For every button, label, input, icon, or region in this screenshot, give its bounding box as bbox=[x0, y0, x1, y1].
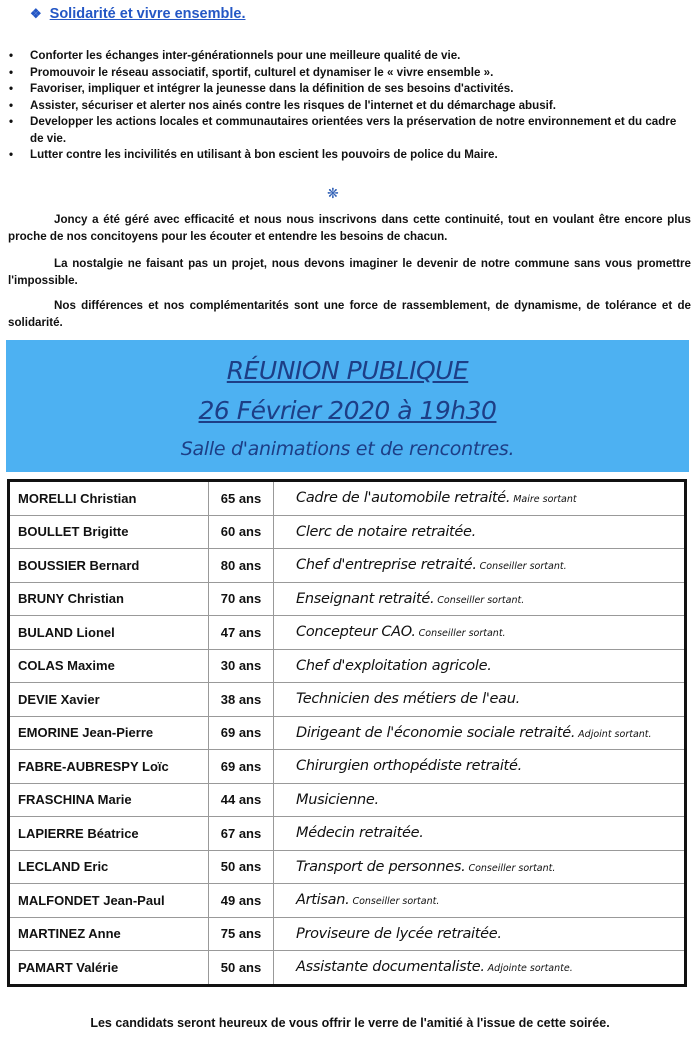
candidate-role-note: Conseiller sortant. bbox=[352, 896, 440, 908]
bullet-dot-icon: • bbox=[9, 115, 14, 128]
list-item-text: Lutter contre les incivilités en utilisant à bon escient les pouvoirs de police du Maire. bbox=[30, 148, 498, 161]
closing-note: Les candidats seront heureux de vous offrir le verre de l'amitié à l'issue de cette soirée. bbox=[90, 1016, 610, 1030]
candidate-role-note: Conseiller sortant. bbox=[437, 594, 525, 606]
candidate-occupation-cell bbox=[274, 817, 686, 851]
candidate-role-note: Conseiller sortant. bbox=[479, 561, 567, 573]
candidate-occupation-cell bbox=[274, 951, 686, 986]
table-row bbox=[9, 683, 686, 717]
candidate-occupation: Proviseure de lycée retraitée. bbox=[296, 925, 502, 942]
list-item-text: Developper les actions locales et communautaires orientées vers la préservation de notre environnement et du cadre de vie. bbox=[30, 115, 677, 145]
candidate-occupation: Dirigeant de l'économie sociale retraité. bbox=[296, 724, 576, 741]
bullet-dot-icon: • bbox=[9, 65, 14, 79]
list-item-text: Assister, sécuriser et alerter nos ainés contre les risques de l'internet et du démarchage abusif. bbox=[30, 98, 556, 112]
table-row bbox=[9, 783, 686, 817]
candidate-name: MORELLI Christian bbox=[9, 481, 209, 516]
goals-list bbox=[8, 48, 692, 164]
candidate-age: 49 ans bbox=[209, 884, 274, 918]
candidate-age: 47 ans bbox=[209, 616, 274, 650]
candidate-name: MARTINEZ Anne bbox=[9, 917, 209, 951]
list-item bbox=[8, 81, 692, 98]
candidate-occupation: Médecin retraitée. bbox=[296, 825, 424, 842]
candidate-occupation-cell bbox=[274, 750, 686, 784]
candidate-occupation: Assistante documentaliste. bbox=[296, 959, 485, 976]
candidate-occupation-cell bbox=[274, 783, 686, 817]
table-row bbox=[9, 582, 686, 616]
public-meeting-banner bbox=[6, 340, 689, 472]
candidate-name: FABRE-AUBRESPY Loïc bbox=[9, 750, 209, 784]
candidate-name: FRASCHINA Marie bbox=[9, 783, 209, 817]
snowflake-ornament-icon: ❋ bbox=[327, 185, 339, 201]
candidate-age: 69 ans bbox=[209, 716, 274, 750]
list-item-text: Conforter les échanges inter-générationnels pour une meilleure qualité de vie. bbox=[30, 49, 461, 62]
list-item bbox=[8, 114, 692, 147]
list-item-text: Promouvoir le réseau associatif, sportif, culturel et dynamiser le « vivre ensemble ». bbox=[30, 65, 494, 79]
candidate-occupation: Transport de personnes. bbox=[296, 858, 466, 875]
list-item bbox=[8, 65, 692, 82]
section-title-link[interactable]: Solidarité et vivre ensemble. bbox=[49, 6, 246, 22]
candidate-occupation: Chef d'exploitation agricole. bbox=[296, 657, 492, 674]
candidate-age: 69 ans bbox=[209, 750, 274, 784]
candidate-name: BOULLET Brigitte bbox=[9, 515, 209, 549]
candidate-occupation: Cadre de l'automobile retraité. bbox=[296, 490, 511, 507]
table-row bbox=[9, 616, 686, 650]
table-row bbox=[9, 481, 686, 516]
candidate-occupation: Concepteur CAO. bbox=[296, 624, 416, 641]
candidate-name: BOUSSIER Bernard bbox=[9, 549, 209, 583]
candidate-role-note: Conseiller sortant. bbox=[468, 862, 556, 874]
candidate-occupation: Musicienne. bbox=[296, 791, 379, 808]
section-title bbox=[30, 6, 246, 22]
candidate-name: BRUNY Christian bbox=[9, 582, 209, 616]
candidate-name: EMORINE Jean-Pierre bbox=[9, 716, 209, 750]
bullet-dot-icon: • bbox=[9, 98, 14, 112]
table-row bbox=[9, 917, 686, 951]
diamond-bullet-icon: ❖ bbox=[30, 6, 42, 21]
table-row bbox=[9, 549, 686, 583]
list-item-text: Favoriser, impliquer et intégrer la jeunesse dans la définition de ses besoins d'activités. bbox=[30, 82, 514, 95]
list-item bbox=[8, 98, 692, 115]
candidate-occupation-cell bbox=[274, 649, 686, 683]
candidate-name: LAPIERRE Béatrice bbox=[9, 817, 209, 851]
bullet-dot-icon: • bbox=[9, 49, 14, 62]
paragraph-2: La nostalgie ne faisant pas un projet, nous devons imaginer le devenir de notre commune sans vous promettre l'impossible. bbox=[8, 257, 691, 287]
list-item bbox=[8, 48, 692, 65]
candidate-occupation-cell bbox=[274, 582, 686, 616]
paragraph-3: Nos différences et nos complémentarités sont une force de rassemblement, de dynamisme, de tolérance et de solidarité. bbox=[8, 299, 691, 329]
candidate-occupation-cell bbox=[274, 616, 686, 650]
candidate-role-note: Adjoint sortant. bbox=[578, 728, 652, 740]
table-row bbox=[9, 750, 686, 784]
candidate-age: 38 ans bbox=[209, 683, 274, 717]
paragraph-1: Joncy a été géré avec efficacité et nous nous inscrivons dans cette continuité, tout en voulant être encore plus proche de nos concitoyens pour les écouter et entendre les besoins de chacun. bbox=[8, 213, 691, 243]
candidate-age: 30 ans bbox=[209, 649, 274, 683]
bullet-dot-icon: • bbox=[9, 148, 14, 161]
candidate-role-note: Adjointe sortante. bbox=[487, 963, 573, 975]
banner-place: Salle d'animations et de rencontres. bbox=[180, 438, 515, 460]
banner-title: RÉUNION PUBLIQUE bbox=[226, 356, 469, 385]
candidate-name: DEVIE Xavier bbox=[9, 683, 209, 717]
candidate-role-note: Maire sortant bbox=[513, 494, 577, 506]
candidate-role-note: Conseiller sortant. bbox=[418, 628, 506, 640]
candidate-occupation-cell bbox=[274, 884, 686, 918]
candidate-age: 60 ans bbox=[209, 515, 274, 549]
candidate-age: 70 ans bbox=[209, 582, 274, 616]
candidate-name: BULAND Lionel bbox=[9, 616, 209, 650]
candidate-occupation-cell bbox=[274, 515, 686, 549]
table-row bbox=[9, 951, 686, 986]
candidate-name: PAMART Valérie bbox=[9, 951, 209, 986]
candidate-occupation-cell bbox=[274, 549, 686, 583]
candidate-occupation: Technicien des métiers de l'eau. bbox=[296, 691, 520, 708]
candidate-occupation: Enseignant retraité. bbox=[296, 590, 435, 607]
banner-date: 26 Février 2020 à 19h30 bbox=[198, 396, 497, 425]
bullet-dot-icon: • bbox=[9, 82, 14, 95]
candidate-name: MALFONDET Jean-Paul bbox=[9, 884, 209, 918]
candidate-age: 67 ans bbox=[209, 817, 274, 851]
table-row bbox=[9, 850, 686, 884]
candidate-occupation: Chirurgien orthopédiste retraité. bbox=[296, 758, 522, 775]
list-item bbox=[8, 147, 692, 164]
candidate-age: 75 ans bbox=[209, 917, 274, 951]
candidate-age: 80 ans bbox=[209, 549, 274, 583]
candidate-occupation-cell bbox=[274, 481, 686, 516]
candidate-occupation-cell bbox=[274, 917, 686, 951]
candidate-occupation-cell bbox=[274, 850, 686, 884]
candidate-name: LECLAND Eric bbox=[9, 850, 209, 884]
candidate-occupation-cell bbox=[274, 716, 686, 750]
table-row bbox=[9, 716, 686, 750]
table-row bbox=[9, 817, 686, 851]
candidate-occupation-cell bbox=[274, 683, 686, 717]
candidate-age: 44 ans bbox=[209, 783, 274, 817]
candidate-name: COLAS Maxime bbox=[9, 649, 209, 683]
candidate-age: 50 ans bbox=[209, 850, 274, 884]
candidate-age: 65 ans bbox=[209, 481, 274, 516]
candidates-table bbox=[7, 479, 687, 987]
table-row bbox=[9, 515, 686, 549]
candidate-occupation: Chef d'entreprise retraité. bbox=[296, 557, 477, 574]
table-row bbox=[9, 649, 686, 683]
candidate-occupation: Artisan. bbox=[296, 892, 350, 909]
table-row bbox=[9, 884, 686, 918]
candidate-age: 50 ans bbox=[209, 951, 274, 986]
candidate-occupation: Clerc de notaire retraitée. bbox=[296, 523, 476, 540]
